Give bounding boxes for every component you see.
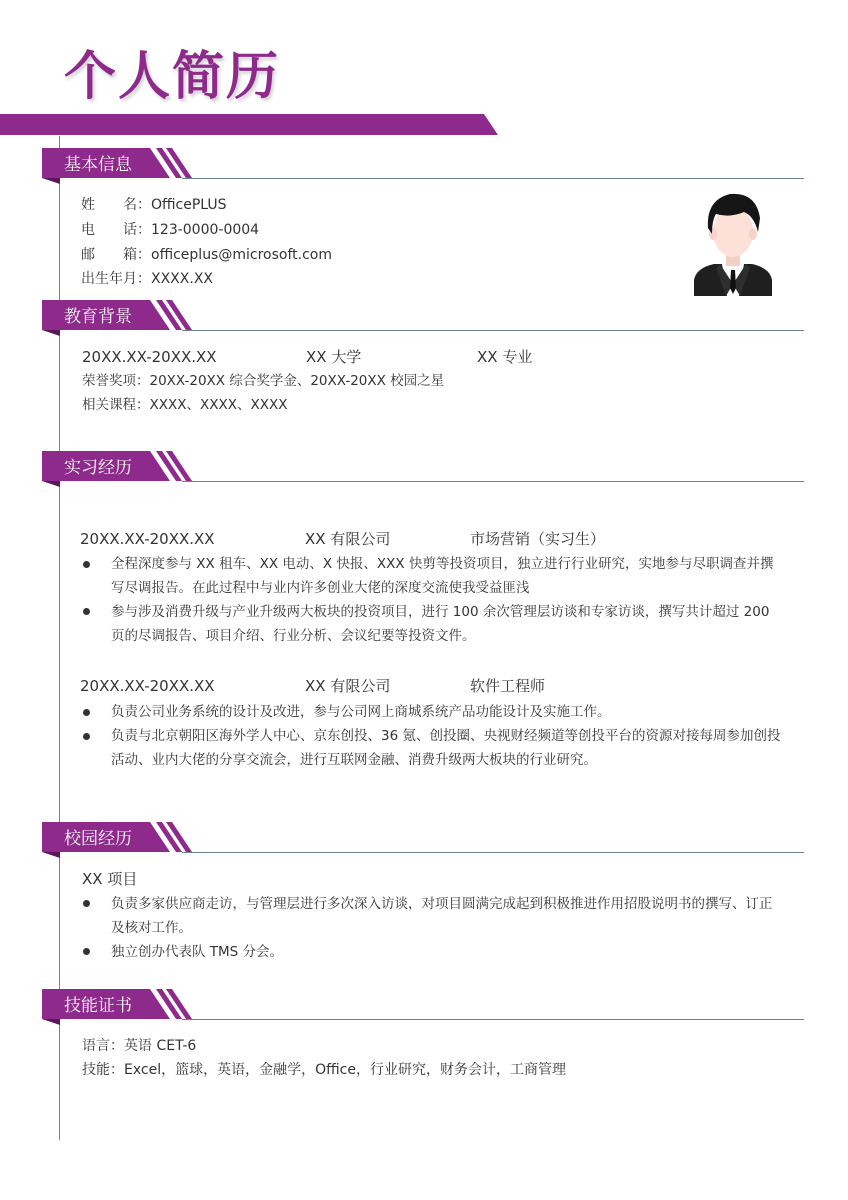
job-period: 20XX.XX-20XX.XX [80, 530, 215, 548]
section-divider [182, 330, 804, 331]
job-company: XX 有限公司 [305, 677, 391, 695]
section-header-education [42, 300, 802, 346]
name-row [81, 195, 227, 215]
job-role: 市场营销（实习生） [470, 530, 606, 548]
birth-value: XXXX.XX [151, 271, 213, 287]
field-label: 出生年月： [81, 271, 151, 287]
job-role: 软件工程师 [470, 677, 546, 695]
job-bullet: 参与涉及消费升级与产业升级两大板块的投资项目，进行 100 余次管理层访谈和专家访谈，撰写共计超过 200 页的尽调报告、项目介绍、行业分析、会议纪要等投资文件。 [111, 604, 770, 644]
edu-period: 20XX.XX-20XX.XX [82, 348, 217, 366]
skills-language: 语言：英语 CET-6 [82, 1038, 197, 1054]
job-period: 20XX.XX-20XX.XX [80, 677, 215, 695]
phone-value: 123-0000-0004 [151, 222, 260, 238]
phone-row [81, 220, 259, 240]
section-header-basic [42, 148, 802, 194]
section-title: 教育背景 [64, 307, 132, 327]
section-header-skills [42, 989, 802, 1035]
section-divider [182, 852, 804, 853]
job-company: XX 有限公司 [305, 530, 391, 548]
avatar [690, 188, 776, 298]
birth-row [81, 269, 213, 289]
section-title: 校园经历 [64, 829, 132, 849]
job-bullet: 负责公司业务系统的设计及改进，参与公司网上商城系统产品功能设计及实施工作。 [111, 704, 611, 720]
job-bullet: 负责与北京朝阳区海外学人中心、京东创投、36 氪、创投圈、央视财经频道等创投平台的资源对接每周参加创投活动、业内大佬的分享交流会，进行互联网金融、消费升级两大板块的行业研究。 [111, 728, 781, 768]
section-title: 基本信息 [64, 155, 132, 175]
edu-major: XX 专业 [477, 348, 533, 366]
section-divider [182, 178, 804, 179]
bullet-dot [83, 948, 90, 955]
field-label: 邮 箱： [81, 247, 151, 263]
section-divider [182, 1019, 804, 1020]
top-accent-bar [0, 114, 500, 138]
edu-courses: 相关课程：XXXX、XXXX、XXXX [82, 397, 288, 413]
bullet-dot [83, 608, 90, 615]
section-header-internship [42, 451, 802, 497]
email-value: officeplus@microsoft.com [151, 247, 332, 263]
campus-bullet: 独立创办代表队 TMS 分会。 [111, 944, 284, 960]
campus-bullet: 负责多家供应商走访，与管理层进行多次深入访谈，对项目圆满完成起到积极推进作用招股说明书的撰写、订正及核对工作。 [111, 896, 773, 936]
bullet-dot [83, 733, 90, 740]
skills-list: 技能：Excel，篮球，英语，金融学，Office，行业研究，财务会计，工商管理 [82, 1062, 566, 1078]
bullet-dot [83, 900, 90, 907]
section-title: 实习经历 [64, 458, 132, 478]
field-label: 电 话： [81, 222, 151, 238]
section-divider [182, 481, 804, 482]
section-title: 技能证书 [64, 996, 132, 1016]
page-title: 个人简历 [64, 47, 281, 107]
field-label: 姓 名： [81, 197, 151, 213]
name-value: OfficePLUS [151, 197, 227, 213]
section-header-campus [42, 822, 802, 868]
bullet-dot [83, 561, 90, 568]
campus-project: XX 项目 [82, 870, 138, 888]
bullet-dot [83, 709, 90, 716]
edu-school: XX 大学 [306, 348, 362, 366]
job-bullet: 全程深度参与 XX 租车、XX 电动、X 快报、XXX 快剪等投资项目，独立进行行业研究，实地参与尽职调查并撰写尽调报告。在此过程中与业内许多创业大佬的深度交流使我受益匪浅 [111, 556, 774, 596]
email-row [81, 245, 332, 265]
edu-awards: 荣誉奖项：20XX-20XX 综合奖学金、20XX-20XX 校园之星 [82, 373, 445, 389]
